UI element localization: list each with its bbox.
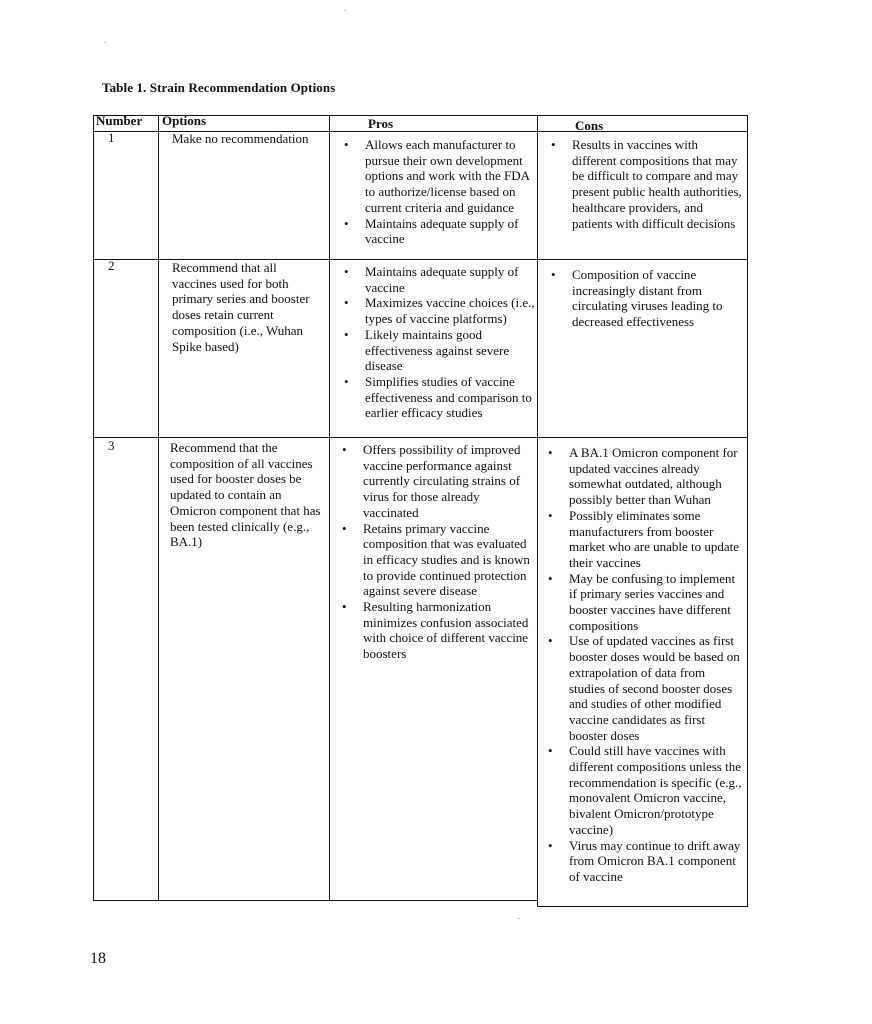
row-1-pro-item: • Maintains adequate supply of vaccine [340,216,536,247]
row-2-pro-item: • Simplifies studies of vaccine effectiveness and comparison to earlier efficacy studies [340,374,536,421]
row-3-pro-item: • Offers possibility of improved vaccine performance against currently circulating strains of virus for those already vaccinated [338,442,534,521]
row-divider-2 [93,437,748,438]
row-3-con-item: • Virus may continue to drift away from Omicron BA.1 component of vaccine [544,838,744,885]
table-left-border [93,115,94,901]
scan-speck [344,10,346,11]
row-2-number: 2 [108,258,115,273]
header-cons: Cons [575,118,604,133]
row-3-con-item: • A BA.1 Omicron component for updated vaccines already somewhat outdated, although possibly better than Wuhan [544,445,744,508]
table-bottom-border-right [537,906,748,907]
table-title: Table 1. Strain Recommendation Options [102,80,336,95]
column-divider-pros-cons [537,115,538,907]
row-3-con-item: • Use of updated vaccines as first booster doses would be based on extrapolation of data from studies of second booster doses and studies of other modified vaccine candidates as first booster doses [544,633,744,743]
row-2-option: Recommend that all vaccines used for both primary series and booster doses retain current composition (i.e., Wuhan Spike based) [172,260,310,354]
row-1-number: 1 [108,130,115,145]
row-3-pro-item: • Resulting harmonization minimizes confusion associated with choice of different vaccine boosters [338,599,534,662]
row-3-option: Recommend that the composition of all vaccines used for booster doses be updated to contain an Omicron component that has been tested clinically (e.g., BA.1) [170,440,321,550]
row-3-pro-item: • Retains primary vaccine composition that was evaluated in efficacy studies and is known to provide continued protection against severe disease [338,521,534,600]
row-1-pros [340,137,536,247]
row-1-option: Make no recommendation [172,131,309,146]
row-1-con-item: • Results in vaccines with different compositions that may be difficult to compare and may present public health authorities, healthcare providers, and patients with difficult decisions [547,137,745,231]
page-number: 18 [90,950,106,967]
header-options: Options [162,113,207,128]
row-3-number: 3 [108,438,115,453]
row-3-cons [544,445,744,885]
table-bottom-border-left [93,900,537,901]
row-1-pro-item: • Allows each manufacturer to pursue their own development options and work with the FDA to authorize/license based on current criteria and guidance [340,137,536,216]
column-divider-options-pros [329,115,330,901]
row-2-pro-item: • Maintains adequate supply of vaccine [340,264,536,295]
row-2-pro-item: • Likely maintains good effectiveness against severe disease [340,327,536,374]
column-divider-number-options [158,115,159,901]
table-right-border [747,115,748,907]
scan-speck [104,42,106,43]
row-3-pros [338,442,534,662]
row-3-con-item: • Could still have vaccines with different compositions unless the recommendation is specific (e.g., monovalent Omicron vaccine, bivalent Omicron/prototype vaccine) [544,743,744,837]
row-1-cons [547,137,745,231]
row-2-pros [340,264,536,421]
header-pros: Pros [368,116,394,131]
scan-speck [518,918,520,919]
header-number: Number [96,113,143,128]
row-3-con-item: • May be confusing to implement if primary series vaccines and booster vaccines have different compositions [544,571,744,634]
row-2-pro-item: • Maximizes vaccine choices (i.e., types of vaccine platforms) [340,295,536,326]
row-3-con-item: • Possibly eliminates some manufacturers from booster market who are unable to update their vaccines [544,508,744,571]
row-2-cons [547,267,745,330]
row-2-con-item: • Composition of vaccine increasingly distant from circulating viruses leading to decreased effectiveness [547,267,745,330]
